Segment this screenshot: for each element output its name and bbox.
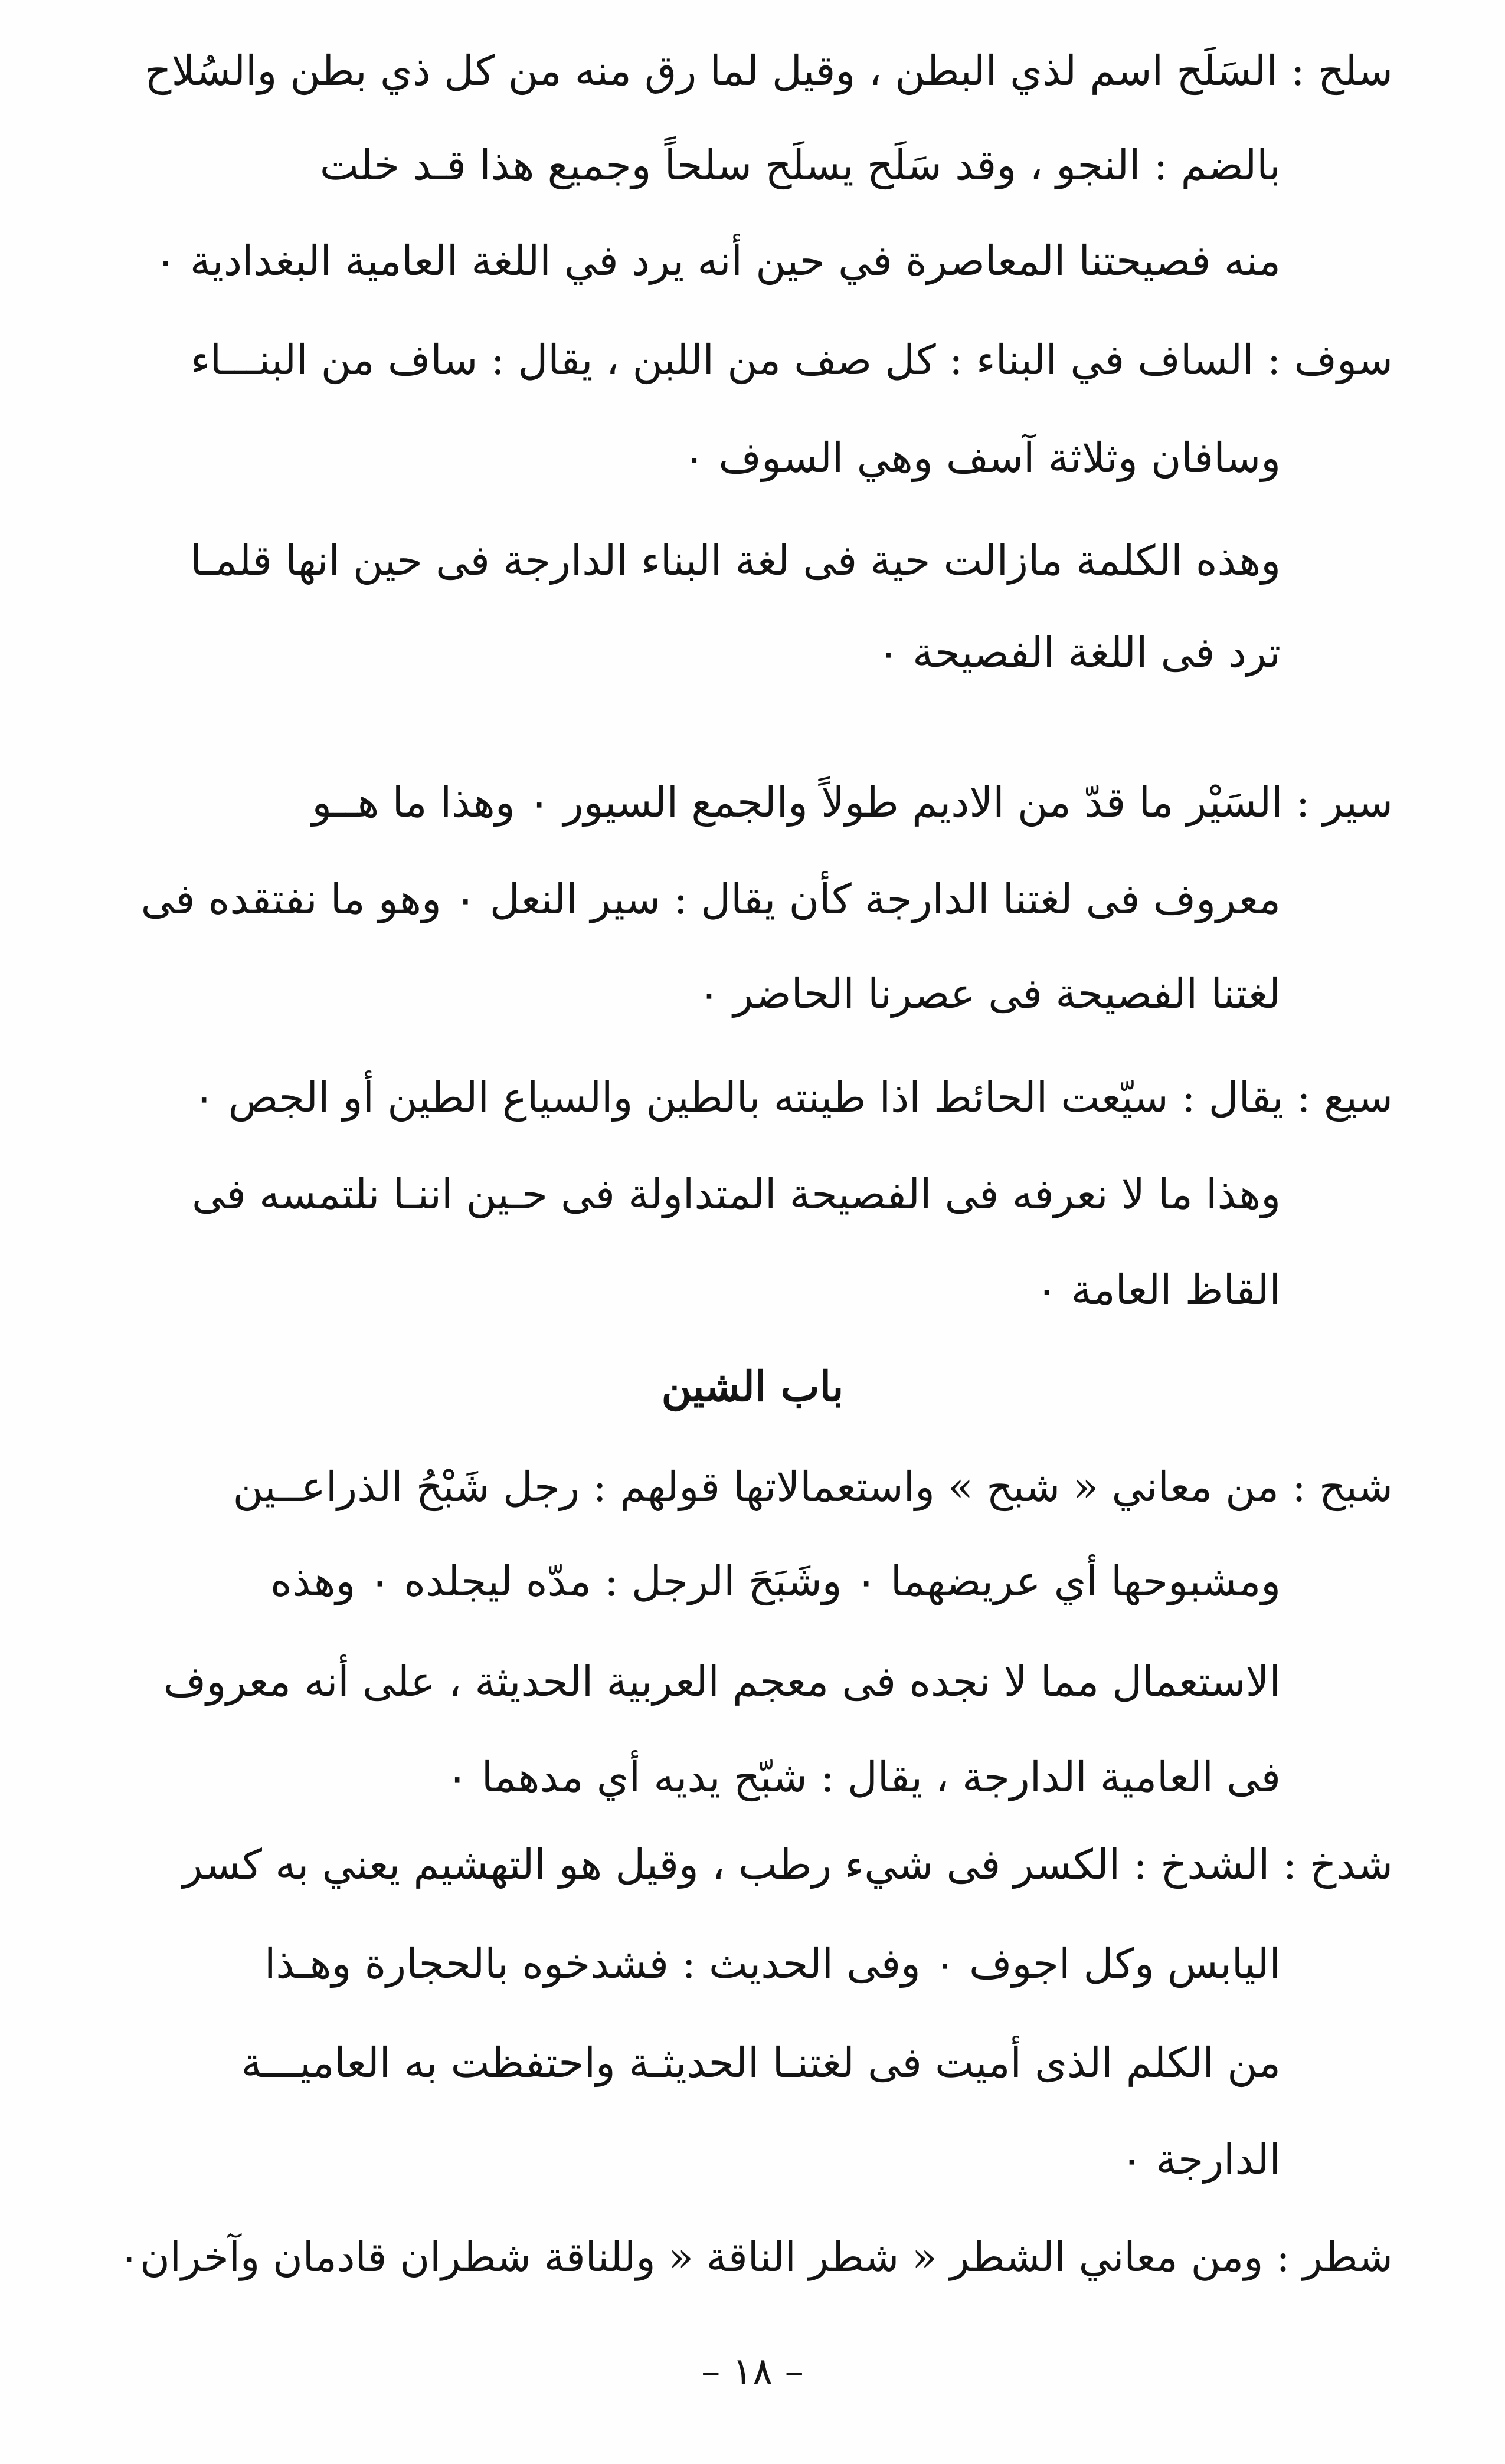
entry-line: الاستعمال مما لا نجده فى معجم العربية الحديثة ، على أنه معروف xyxy=(163,1657,1281,1706)
entry-line: بالضم : النجو ، وقد سَلَح يسلَح سلحاً وجميع هذا قـد خلت xyxy=(319,141,1281,189)
entry-line: شبح : من معاني « شبح » واستعمالاتها قولهم : رجل شَبْحُ الذراعــين xyxy=(233,1463,1393,1511)
entry-line: القاظ العامة ٠ xyxy=(1035,1266,1281,1314)
entry-line: وهذه الكلمة مازالت حية فى لغة البناء الدارجة فى حين انها قلمـا xyxy=(190,536,1281,585)
entry-line: معروف فى لغتنا الدارجة كأن يقال : سير النعل ٠ وهو ما نفتقده فى xyxy=(140,875,1281,923)
entry-line: الدارجة ٠ xyxy=(1120,2135,1281,2184)
entry-line: منه فصيحتنا المعاصرة في حين أنه يرد في اللغة العامية البغدادية ٠ xyxy=(155,237,1281,285)
entry-line: سيع : يقال : سيّعت الحائط اذا طينته بالطين والسياع الطين أو الجص ٠ xyxy=(192,1073,1393,1122)
entry-line: شدخ : الشدخ : الكسر فى شيء رطب ، وقيل هو التهشيم يعني به كسر xyxy=(182,1840,1393,1889)
entry-line: سلح : السَلَح اسم لذي البطن ، وقيل لما رق منه من كل ذي بطن والسُلاح xyxy=(145,47,1393,95)
entry-line: اليابس وكل اجوف ٠ وفى الحديث : فشدخوه بالحجارة وهـذا xyxy=(264,1939,1281,1988)
entry-line: من الكلم الذى أميت فى لغتنـا الحديثـة واحتفظت به العاميـــة xyxy=(241,2039,1281,2087)
entry-line: وهذا ما لا نعرفه فى الفصيحة المتداولة فى حـين اننـا نلتمسه فى xyxy=(192,1170,1281,1218)
entry-line: لغتنا الفصيحة فى عصرنا الحاضر ٠ xyxy=(698,969,1281,1018)
entry-line: شطر : ومن معاني الشطر « شطر الناقة « وللناقة شطران قادمان وآخران٠ xyxy=(118,2234,1393,2281)
entry-line: ترد فى اللغة الفصيحة ٠ xyxy=(877,628,1281,677)
page-number: – ١٨ – xyxy=(701,2350,804,2394)
entry-line: فى العامية الدارجة ، يقال : شبّح يديه أي مدهما ٠ xyxy=(446,1753,1281,1801)
entry-line: وسافان وثلاثة آسف وهي السوف ٠ xyxy=(683,434,1281,482)
entry-line: سوف : الساف في البناء : كل صف من اللبن ، يقال : ساف من البنـــاء xyxy=(190,336,1393,384)
section-title: باب الشين xyxy=(661,1362,844,1411)
entry-line: ومشبوحها أي عريضهما ٠ وشَبَحَ الرجل : مدّه ليجلده ٠ وهذه xyxy=(270,1557,1281,1605)
entry-line: سير : السَيْر ما قدّ من الاديم طولاً والجمع السيور ٠ وهذا ما هــو xyxy=(312,778,1393,827)
